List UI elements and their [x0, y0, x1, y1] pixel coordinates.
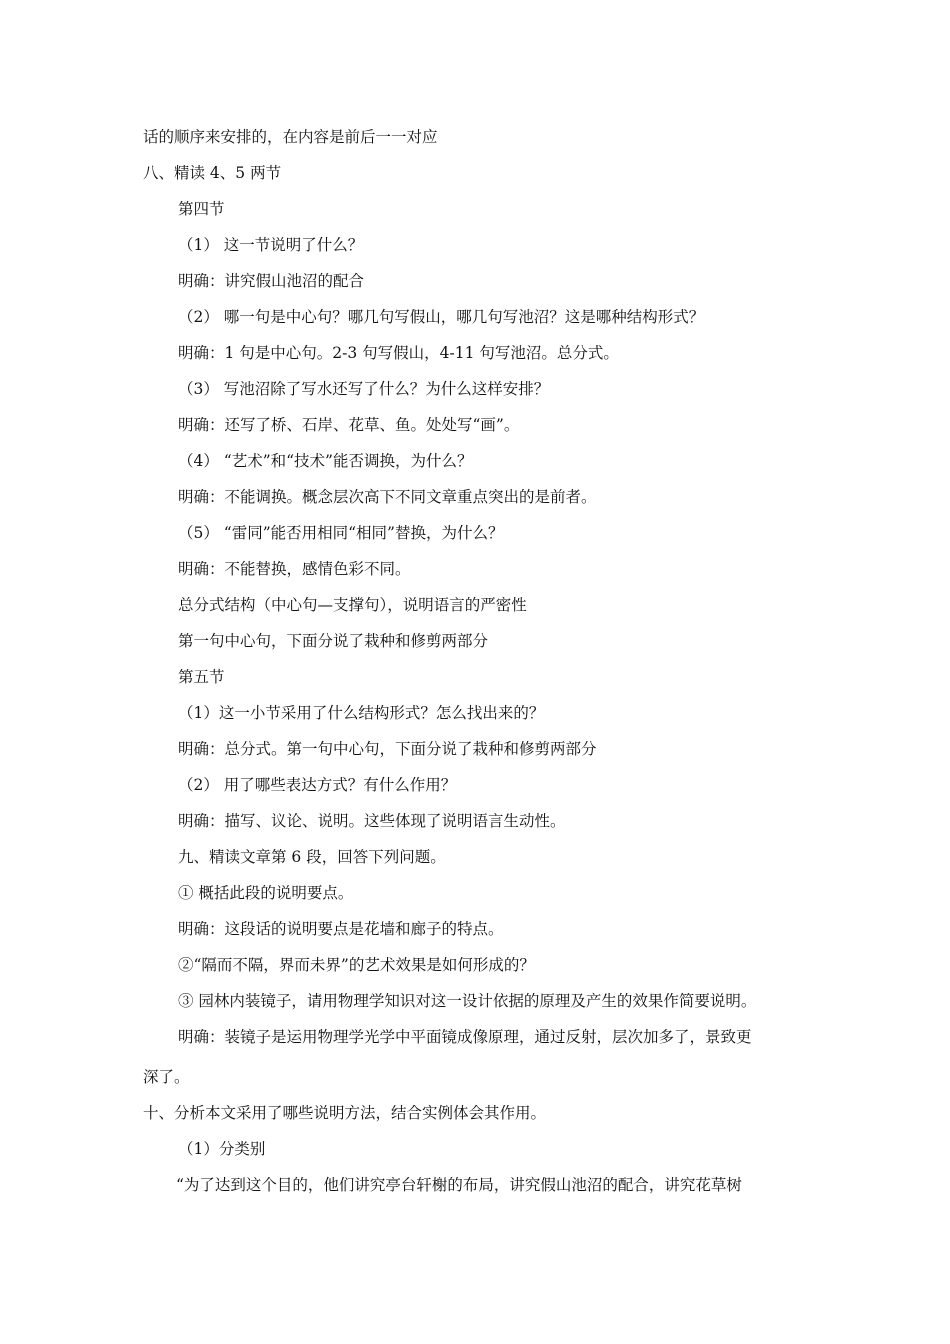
question-line: （5） “雷同”能否用相同“相同”替换，为什么？ — [178, 524, 504, 542]
section-heading: 十、分析本文采用了哪些说明方法，结合实例体会其作用。 — [143, 1104, 547, 1122]
text-line: 总分式结构（中心句—支撑句），说明语言的严密性 — [178, 596, 527, 614]
answer-line: 明确：这段话的说明要点是花墙和廊子的特点。 — [178, 920, 504, 938]
text-line: 第一句中心句，下面分说了栽种和修剪两部分 — [178, 632, 489, 650]
question-line: （1） 这一节说明了什么？ — [178, 236, 364, 254]
question-line: ②“隔而不隔，界而未界”的艺术效果是如何形成的？ — [178, 956, 535, 974]
section-heading: 八、精读 4、5 两节 — [143, 164, 282, 182]
answer-line: 明确：不能替换，感情色彩不同。 — [178, 560, 411, 578]
question-line: （2） 哪一句是中心句？哪几句写假山，哪几句写池沼？这是哪种结构形式？ — [178, 308, 705, 326]
answer-line: 明确：描写、议论、说明。这些体现了说明语言生动性。 — [178, 812, 566, 830]
subsection-heading: 第四节 — [178, 200, 225, 218]
answer-line: 明确：装镜子是运用物理学光学中平面镜成像原理，通过反射，层次加多了，景致更 — [178, 1028, 752, 1046]
answer-line: 明确：1 句是中心句。2-3 句写假山，4-11 句写池沼。总分式。 — [178, 344, 619, 362]
answer-line: 明确：总分式。第一句中心句，下面分说了栽种和修剪两部分 — [178, 740, 597, 758]
question-line: （3） 写池沼除了写水还写了什么？为什么这样安排？ — [178, 380, 550, 398]
question-line: （2） 用了哪些表达方式？有什么作用？ — [178, 776, 457, 794]
question-line: （4） “艺术”和“技术”能否调换，为什么？ — [178, 452, 473, 470]
subsection-heading: 第五节 — [178, 668, 225, 686]
subsection-heading: （1）分类别 — [178, 1140, 266, 1158]
answer-line: 明确：还写了桥、石岸、花草、鱼。处处写“画”。 — [178, 416, 520, 434]
question-line: ③ 园林内装镜子，请用物理学知识对这一设计依据的原理及产生的效果作简要说明。 — [178, 992, 757, 1010]
question-line: ① 概括此段的说明要点。 — [178, 884, 354, 902]
quote-line: “为了达到这个目的，他们讲究亭台轩榭的布局，讲究假山池沼的配合，讲究花草树 — [176, 1176, 742, 1194]
answer-line: 明确：不能调换。概念层次高下不同文章重点突出的是前者。 — [178, 488, 597, 506]
section-heading: 九、精读文章第 6 段，回答下列问题。 — [178, 848, 446, 866]
answer-line-continued: 深了。 — [143, 1068, 190, 1086]
question-line: （1）这一小节采用了什么结构形式？怎么找出来的？ — [178, 704, 545, 722]
answer-line: 明确：讲究假山池沼的配合 — [178, 272, 365, 290]
text-line: 话的顺序来安排的，在内容是前后一一对应 — [143, 128, 438, 146]
